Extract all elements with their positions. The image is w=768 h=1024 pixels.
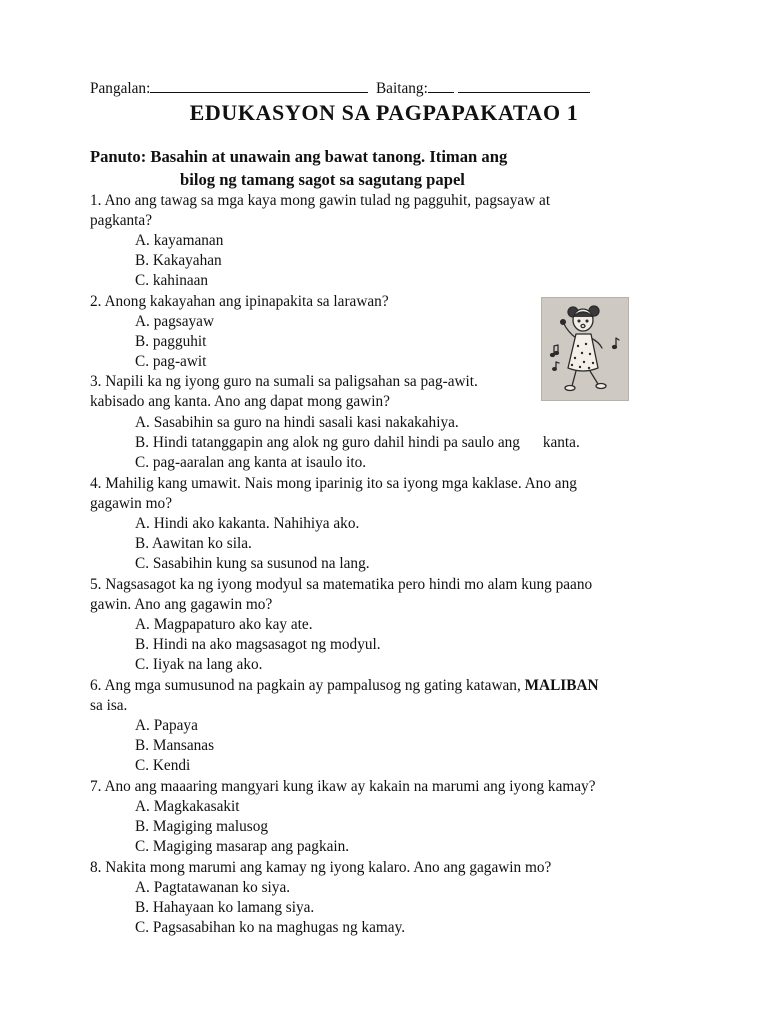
question-6-text-main: 6. Ang mga sumusunod na pagkain ay pampalusog ng gating katawan, (90, 677, 525, 694)
name-blank (150, 78, 368, 93)
question-1-option-b: B. Kakayahan (135, 252, 222, 269)
question-1-text: 1. Ano ang tawag sa mga kaya mong gawin tulad ng pagguhit, pagsayaw at (90, 192, 551, 209)
question-7-option-a: A. Magkakasakit (135, 798, 240, 815)
question-8-option-c: C. Pagsasabihan ko na maghugas ng kamay. (135, 919, 406, 936)
question-8-text: 8. Nakita mong marumi ang kamay ng iyong kalaro. Ano ang gagawin mo? (90, 859, 552, 876)
name-label: Pangalan: (90, 80, 151, 97)
question-4-option-a: A. Hindi ako kakanta. Nahihiya ako. (135, 515, 360, 532)
grade-blank (428, 78, 454, 93)
question-2-option-a: A. pagsayaw (135, 313, 215, 330)
question-6-text (90, 676, 599, 696)
question-8-option-a: A. Pagtatawanan ko siya. (135, 879, 291, 896)
question-7-option-b: B. Magiging malusog (135, 818, 268, 835)
question-6-text-cont: sa isa. (90, 697, 128, 714)
question-4-option-c: C. Sasabihin kung sa susunod na lang. (135, 555, 370, 572)
question-5-text: 5. Nagsasagot ka ng iyong modyul sa matematika pero hindi mo alam kung paano (90, 576, 593, 593)
question-8-option-b: B. Hahayaan ko lamang siya. (135, 899, 315, 916)
question-3-option-a: A. Sasabihin sa guro na hindi sasali kasi nakakahiya. (135, 414, 459, 431)
section-blank (458, 78, 590, 93)
question-1-option-c: C. kahinaan (135, 272, 209, 289)
question-5-option-b: B. Hindi na ako magsasagot ng modyul. (135, 636, 381, 653)
question-3-option-b: B. Hindi tatanggapin ang alok ng guro dahil hindi pa saulo ang kanta. (135, 434, 580, 451)
question-3-text: 3. Napili ka ng iyong guro na sumali sa paligsahan sa pag-awit. (90, 373, 478, 390)
question-2-option-c: C. pag-awit (135, 353, 207, 370)
question-5-option-c: C. Iiyak na lang ako. (135, 656, 263, 673)
student-info-header (90, 78, 590, 99)
question-7-option-c: C. Magiging masarap ang pagkain. (135, 838, 350, 855)
grade-label: Baitang: (375, 80, 428, 97)
question-5-text-cont: gawin. Ano ang gagawin mo? (90, 596, 273, 613)
question-1-text-cont: pagkanta? (90, 212, 153, 229)
page-title: EDUKASYON SA PAGPAPAKATAO 1 (189, 100, 579, 125)
singing-girl-illustration (542, 298, 628, 400)
question-1-option-a: A. kayamanan (135, 232, 224, 249)
question-3-text-cont: kabisado ang kanta. Ano ang dapat mong gawin? (90, 393, 390, 410)
question-4-text-cont: gagawin mo? (90, 495, 172, 512)
question-4-text: 4. Mahilig kang umawit. Nais mong iparinig ito sa iyong mga kaklase. Ano ang (90, 475, 577, 492)
question-4-option-b: B. Aawitan ko sila. (135, 535, 252, 552)
question-6-option-a: A. Papaya (135, 717, 198, 734)
question-6-option-b: B. Mansanas (135, 737, 215, 754)
question-2-option-b: B. pagguhit (135, 333, 207, 350)
instructions-line-2: bilog ng tamang sagot sa sagutang papel (180, 170, 465, 189)
question-7-text: 7. Ano ang maaaring mangyari kung ikaw ay kakain na marumi ang iyong kamay? (90, 778, 596, 795)
instructions-line-1: Panuto: Basahin at unawain ang bawat tanong. Itiman ang (90, 147, 508, 166)
question-5-option-a: A. Magpapaturo ako kay ate. (135, 616, 313, 633)
question-2-text: 2. Anong kakayahan ang ipinapakita sa larawan? (90, 293, 389, 310)
singing-girl-picture (541, 297, 629, 401)
question-6-option-c: C. Kendi (135, 757, 191, 774)
question-6-emphasis: MALIBAN (524, 677, 599, 694)
question-3-option-c: C. pag-aaralan ang kanta at isaulo ito. (135, 454, 367, 471)
